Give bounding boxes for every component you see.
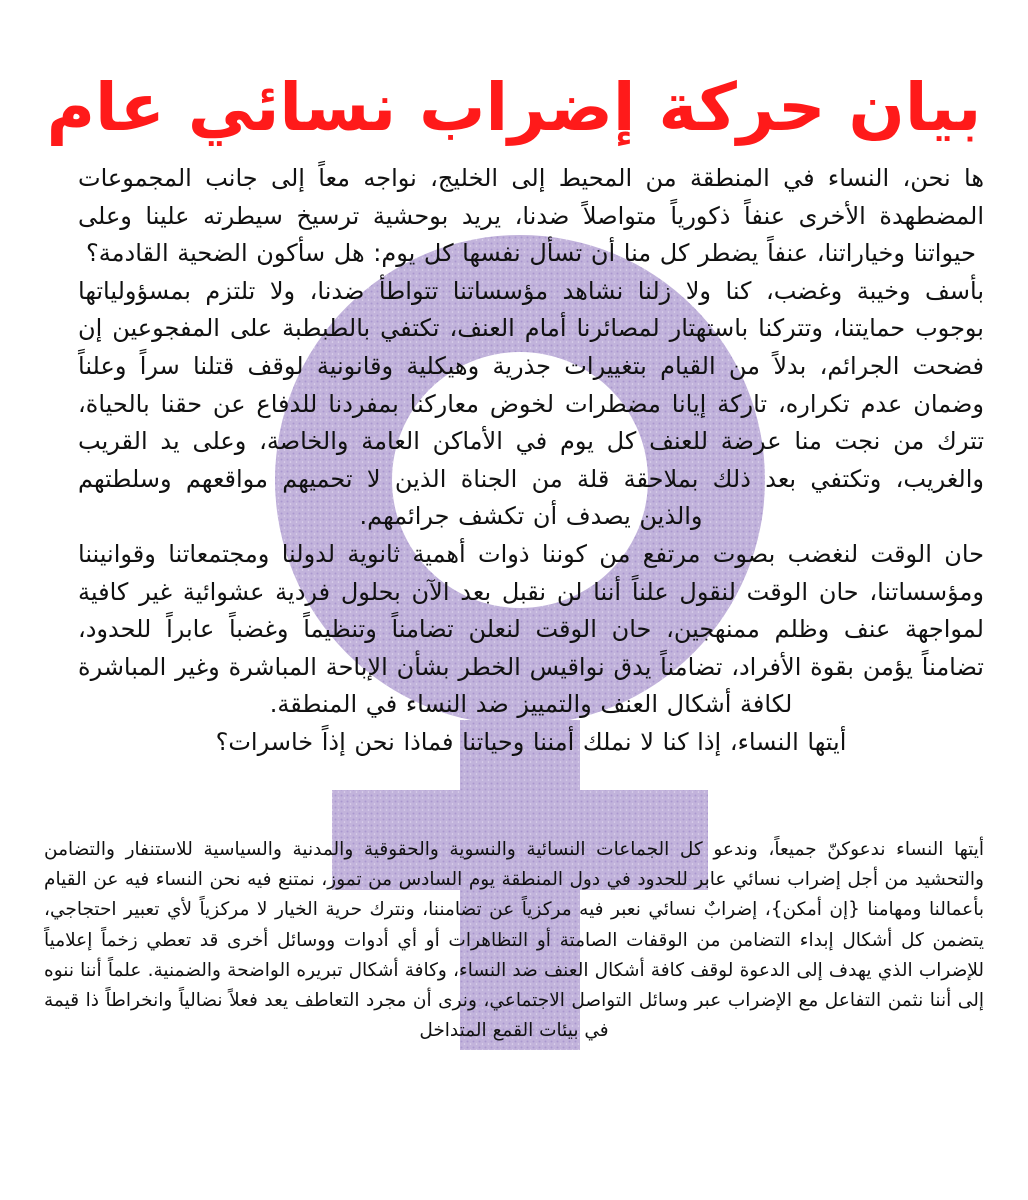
page-title: بيان حركة إضراب نسائي عام bbox=[46, 69, 982, 146]
paragraph-intro: ها نحن، النساء في المنطقة من المحيط إلى الخليج، نواجه معاً إلى جانب المجموعات المضطهدة الأخرى عنفاً ذكورياً متواصلاً ضدنا، يريد بوحشية ترسيخ سيطرته علينا وعلى حيواتنا وخياراتنا، عنفاً يضطر كل منا أن تسأل نفسها كل يوم: هل سأكون الضحية القادمة؟ bbox=[78, 164, 984, 268]
paragraph-institutions: بأسف وخيبة وغضب، كنا ولا زلنا نشاهد مؤسساتنا تتواطأ ضدنا، ولا تلتزم بمسؤولياتها بوجوب حمايتنا، وتتركنا باستهتار لمصائرنا أمام العنف، تكتفي بالطبطبة على المفجوعين إن فضحت الجرائم، بدلاً من القيام بتغييرات جذرية وهيكلية وقانونية لوقف قتلنا سراً وعلناً وضمان عدم تكراره، تاركة إيانا مضطرات لخوض معاركنا بمفردنا للدفاع عن حقنا بالحياة، تترك من نجت منا عرضة للعنف كل يوم في الأماكن العامة والخاصة، وعلى يد القريب والغريب، وتكتفي بعد ذلك بملاحقة قلة من الجناة الذين لا تحميهم مواقعهم وسلطتهم والذين يصدف أن تكشف جرائمهم. bbox=[78, 276, 984, 531]
paragraph-time-to-act: حان الوقت لنغضب بصوت مرتفع من كوننا ذوات أهمية ثانوية لدولنا ومجتمعاتنا وقوانيننا ومؤسساتنا، حان الوقت لنقول علناً أننا لن نقبل بعد الآن بحلول فردية عشوائية غير كافية لمواجهة عنف وظلم ممنهجين، حان الوقت لنعلن تضامناً وتنظيماً وغضباً عابراً للحدود، تضامناً يؤمن بقوة الأفراد، تضامناً يدق نواقيس الخطر بشأن الإباحة المباشرة وغير المباشرة لكافة أشكال العنف والتمييز ضد النساء في المنطقة. bbox=[78, 539, 984, 719]
call-to-strike-paragraph: أيتها النساء ندعوكنّ جميعاً، وندعو كل الجماعات النسائية والنسوية والحقوقية والمدنية والسياسية للاستنفار والتضامن والتحشيد من أجل إضراب نسائي عابر للحدود في دول المنطقة يوم السادس من تموز، نمتنع فيه نحن النساء فيه عن القيام بأعمالنا ومهامنا {إن أمكن}، إضرابٌ نسائي نعبر فيه مركزياً عن تضامننا، ونترك حرية الخيار لا مركزياً لأي تعبير احتجاجي، يتضمن كل أشكال إبداء التضامن من الوقفات الصامتة أو التظاهرات أو أي أدوات ووسائل أخرى قد تعطي زخماً إعلامياً للإضراب الذي يهدف إلى الدعوة لوقف كافة أشكال العنف ضد النساء، وكافة أشكال تبريره الواضحة والضمنية. علماً أننا ننوه إلى أننا نثمن التفاعل مع الإضراب عبر وسائل التواصل الاجتماعي، ونرى أن مجرد التعاطف يعد فعلاً نضالياً وانخراطاً ذا قيمة في بيئات القمع المتداخل bbox=[44, 839, 984, 1042]
statement-body bbox=[78, 160, 984, 762]
paragraph-question: أيتها النساء، إذا كنا لا نملك أمننا وحياتنا فماذا نحن إذاً خاسرات؟ bbox=[215, 727, 847, 756]
